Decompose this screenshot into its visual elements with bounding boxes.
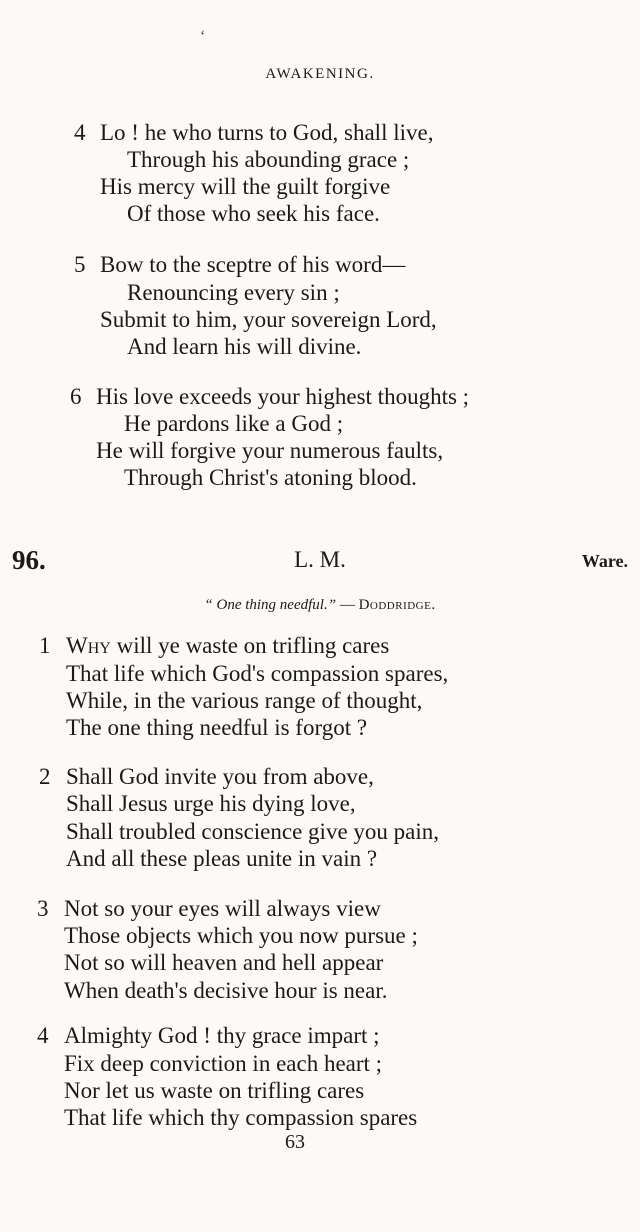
verse-line: And learn his will divine. <box>127 334 362 359</box>
tune-name: Ware. <box>581 551 628 571</box>
verse-line: He will forgive your numerous faults, <box>96 438 444 463</box>
stanza-number: 4 <box>37 1023 49 1048</box>
verse-line: Through his abounding grace ; <box>127 147 410 172</box>
verse-line: Not so will heaven and hell appear <box>64 950 384 975</box>
stanza-number: 3 <box>37 896 49 921</box>
verse-line: His mercy will the guilt forgive <box>100 174 391 199</box>
stanza-number: 2 <box>39 764 51 789</box>
verse-line: His love exceeds your highest thoughts ; <box>96 384 470 409</box>
verse-line: Through Christ's atoning blood. <box>124 465 417 490</box>
stanza-number: 6 <box>70 384 82 409</box>
attribution-author: Doddridge. <box>358 597 436 613</box>
attribution-dash: — <box>336 597 359 613</box>
drop-word-capital: W <box>66 633 88 658</box>
verse-line: Those objects which you now pursue ; <box>64 923 418 948</box>
verse-line: Nor let us waste on trifling cares <box>64 1078 365 1103</box>
verse-line: While, in the various range of thought, <box>66 688 423 713</box>
hymn-meter: L. M. <box>294 547 346 572</box>
verse-line: Of those who seek his face. <box>127 201 380 226</box>
verse-line: The one thing needful is forgot ? <box>66 715 368 740</box>
first-line-rest: will ye waste on trifling cares <box>110 633 390 658</box>
verse-line: He pardons like a God ; <box>124 411 344 436</box>
stanza-number: 5 <box>74 252 86 277</box>
drop-word-rest: hy <box>87 633 111 658</box>
stanza-number: 1 <box>39 633 51 658</box>
verse-line: Almighty God ! thy grace impart ; <box>64 1023 380 1048</box>
verse-line: Lo ! he who turns to God, shall live, <box>100 120 434 145</box>
verse-line: Not so your eyes will always view <box>64 896 381 921</box>
verse-line: Submit to him, your sovereign Lord, <box>100 307 437 332</box>
verse-line: And all these pleas unite in vain ? <box>66 846 378 871</box>
verse-line: When death's decisive hour is near. <box>64 978 388 1003</box>
verse-line: Fix deep conviction in each heart ; <box>64 1051 383 1076</box>
verse-line <box>66 632 389 659</box>
verse-line: Bow to the sceptre of his word— <box>100 252 406 277</box>
attribution-quote: “ One thing needful.” <box>204 597 337 613</box>
printer-mark: ‘ <box>200 28 206 45</box>
hymn-attribution <box>0 597 640 614</box>
verse-line: Shall Jesus urge his dying love, <box>66 791 356 816</box>
verse-line: Shall troubled conscience give you pain, <box>66 819 440 844</box>
hymn-number: 96. <box>12 545 46 575</box>
verse-line: That life which thy compassion spares <box>64 1105 418 1130</box>
running-head: AWAKENING. <box>265 66 375 82</box>
page-number: 63 <box>285 1131 305 1153</box>
verse-line: That life which God's compassion spares, <box>66 661 449 686</box>
stanza-number: 4 <box>74 120 86 145</box>
verse-line: Shall God invite you from above, <box>66 764 374 789</box>
verse-line: Renouncing every sin ; <box>127 280 340 305</box>
